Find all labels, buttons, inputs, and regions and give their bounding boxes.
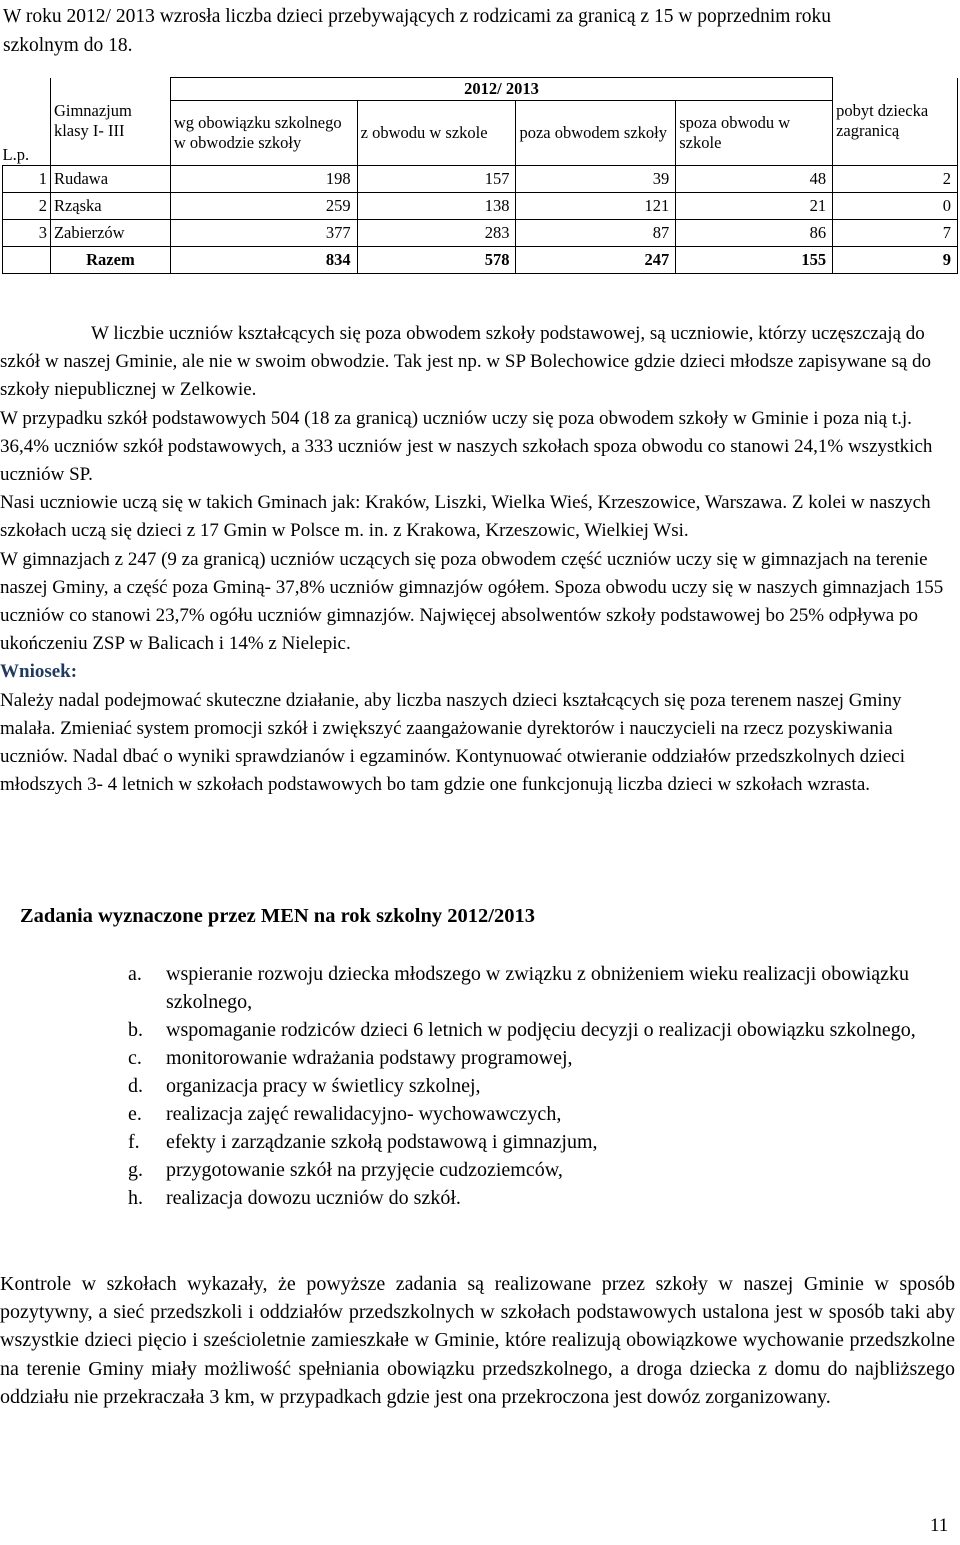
list-text: efekty i zarządzanie szkołą podstawową i gimnazjum, bbox=[166, 1131, 598, 1153]
list-item bbox=[0, 1128, 926, 1156]
cell-lp: 1 bbox=[3, 166, 51, 193]
cell-total-pobyt: 9 bbox=[833, 247, 958, 274]
header-lp: L.p. bbox=[3, 78, 51, 166]
list-text: wspomaganie rodziców dzieci 6 letnich w podjęciu decyzji o realizacji obowiązku szkolnego, bbox=[166, 1019, 916, 1041]
wniosek-paragraph: Należy nadal podejmować skuteczne działanie, aby liczba naszych dzieci kształcących się poza terenem naszej Gminy malała. Zmieniać system promocji szkół i zwiększyć zaangażowanie dyrektorów i nauczycieli na rzecz pozyskiwania uczniów. Nadal dbać o wyniki sprawdzianów i egzaminów. Kontynuować otwieranie oddziałów przedszkolnych dzieci młodszych 3- 4 letnich w szkołach podstawowych bo tam gdzie one funkcjonują liczba dzieci w szkołach wzrasta. bbox=[0, 689, 906, 796]
cell-name: Zabierzów bbox=[50, 220, 170, 247]
intro-paragraph: W roku 2012/ 2013 wzrosła liczba dzieci przebywających z rodzicami za granicą z 15 w poprzednim roku szkolnym do 18. bbox=[3, 6, 832, 56]
paragraph-1: W liczbie uczniów kształcących się poza obwodem szkoły podstawowej, są uczniowie, którzy uczęszczają do szkół w naszej Gminie, ale nie w swoim obwodzie. Tak jest np. w SP Bolechowice gdzie dzieci młodsze zapisywane są do szkoły niepublicznej w Zelkowie. bbox=[0, 323, 932, 401]
header-pobyt: pobyt dziecka zagranicą bbox=[833, 78, 958, 166]
list-item bbox=[0, 1100, 926, 1128]
header-poza: poza obwodem szkoły bbox=[516, 101, 676, 166]
table-total-row bbox=[3, 247, 958, 274]
list-marker: d. bbox=[128, 1075, 143, 1097]
list-item bbox=[0, 1184, 926, 1212]
wniosek-heading: Wniosek: bbox=[0, 661, 78, 683]
list-text: realizacja dowozu uczniów do szkół. bbox=[166, 1187, 461, 1209]
list-item bbox=[0, 1072, 926, 1100]
cell-wg: 259 bbox=[170, 193, 357, 220]
cell-lp: 3 bbox=[3, 220, 51, 247]
header-year: 2012/ 2013 bbox=[170, 78, 832, 101]
table-row bbox=[3, 193, 958, 220]
cell-total-spoza: 155 bbox=[676, 247, 833, 274]
header-wg: wg obowiązku szkolnego w obwodzie szkoły bbox=[170, 101, 357, 166]
cell-pobyt: 7 bbox=[833, 220, 958, 247]
table-row bbox=[3, 220, 958, 247]
cell-z: 138 bbox=[357, 193, 516, 220]
cell-wg: 377 bbox=[170, 220, 357, 247]
cell-z: 283 bbox=[357, 220, 516, 247]
header-z-obwodu: z obwodu w szkole bbox=[357, 101, 516, 166]
header-gimnazjum: Gimnazjum klasy I- III bbox=[50, 78, 170, 166]
header-spoza: spoza obwodu w szkole bbox=[676, 101, 833, 166]
list-text: organizacja pracy w świetlicy szkolnej, bbox=[166, 1075, 481, 1097]
main-text bbox=[0, 320, 960, 799]
cell-spoza: 86 bbox=[676, 220, 833, 247]
list-item bbox=[0, 1156, 926, 1184]
paragraph-2: W przypadku szkół podstawowych 504 (18 za granicą) uczniów uczy się poza obwodem szkoły w Gminie i poza nią t.j. 36,4% uczniów szkół podstawowych, a 333 uczniów jest w naszych szkołach spoza obwodu co stanowi 24,1% wszystkich uczniów SP. bbox=[0, 407, 933, 486]
cell-total-poza: 247 bbox=[516, 247, 676, 274]
cell-wg: 198 bbox=[170, 166, 357, 193]
cell-lp-empty bbox=[3, 247, 51, 274]
table-row bbox=[3, 166, 958, 193]
cell-spoza: 21 bbox=[676, 193, 833, 220]
cell-z: 157 bbox=[357, 166, 516, 193]
list-marker: h. bbox=[128, 1187, 143, 1209]
cell-poza: 87 bbox=[516, 220, 676, 247]
cell-poza: 121 bbox=[516, 193, 676, 220]
conclusion-paragraph: Kontrole w szkołach wykazały, że powyższe zadania są realizowane przez szkoły w naszej Gminie w sposób pozytywny, a sieć przedszkoli i oddziałów przedszkolnych w szkołach podstawowych ustalona jest w sposób taki aby wszystkie dzieci pięcio i sześcioletnie zamieszkałe w Gminie, które realizują obowiązkowe wychowanie przedszkolne na terenie Gminy miały możliwość spełniania obowiązku przedszkolnego, a droga dziecka z domu do najbliższego oddziału nie przekraczała 3 km, w przypadkach gdzie jest ona przekroczona jest dowóz zorganizowany. bbox=[0, 1273, 955, 1408]
list-marker: a. bbox=[128, 963, 142, 985]
students-table bbox=[2, 77, 958, 274]
list-marker: b. bbox=[128, 1019, 143, 1041]
list-marker: f. bbox=[128, 1131, 140, 1153]
list-text: monitorowanie wdrażania podstawy programowej, bbox=[166, 1047, 573, 1069]
tasks-list bbox=[0, 960, 926, 1212]
list-item bbox=[0, 1044, 926, 1072]
list-marker: c. bbox=[128, 1047, 142, 1069]
list-item bbox=[0, 960, 926, 1016]
cell-total-wg: 834 bbox=[170, 247, 357, 274]
cell-name: Rząska bbox=[50, 193, 170, 220]
list-text: przygotowanie szkół na przyjęcie cudzoziemców, bbox=[166, 1159, 563, 1181]
list-text: wspieranie rozwoju dziecka młodszego w związku z obniżeniem wieku realizacji obowiązku szkolnego, bbox=[166, 963, 910, 1013]
cell-pobyt: 0 bbox=[833, 193, 958, 220]
cell-lp: 2 bbox=[3, 193, 51, 220]
list-item bbox=[0, 1016, 926, 1044]
list-text: realizacja zajęć rewalidacyjno- wychowawczych, bbox=[166, 1103, 562, 1125]
paragraph-4: W gimnazjach z 247 (9 za granicą) uczniów uczących się poza obwodem część uczniów uczy się w gimnazjach na terenie naszej Gminy, a część poza Gminą- 37,8% uczniów gimnazjów ogółem. Spoza obwodu uczy się w naszych gimnazjach 155 uczniów co stanowi 23,7% ogółu uczniów gimnazjów. Najwięcej absolwentów szkoły podstawowej bo 25% odpływa po ukończeniu ZSP w Balicach i 14% z Nielepic. bbox=[0, 548, 944, 655]
paragraph-3: Nasi uczniowie uczą się w takich Gminach jak: Kraków, Liszki, Wielka Wieś, Krzeszowice, Warszawa. Z kolei w naszych szkołach uczą się dzieci z 17 Gmin w Polsce m. in. z Krakowa, Krzeszowic, Wielkiej Wsi. bbox=[0, 492, 931, 542]
cell-name: Rudawa bbox=[50, 166, 170, 193]
cell-poza: 39 bbox=[516, 166, 676, 193]
cell-spoza: 48 bbox=[676, 166, 833, 193]
list-marker: e. bbox=[128, 1103, 142, 1125]
tasks-heading: Zadania wyznaczone przez MEN na rok szkolny 2012/2013 bbox=[20, 905, 535, 927]
list-marker: g. bbox=[128, 1159, 143, 1181]
cell-total-label: Razem bbox=[50, 247, 170, 274]
page-number: 11 bbox=[930, 1515, 949, 1536]
cell-pobyt: 2 bbox=[833, 166, 958, 193]
cell-total-z: 578 bbox=[357, 247, 516, 274]
